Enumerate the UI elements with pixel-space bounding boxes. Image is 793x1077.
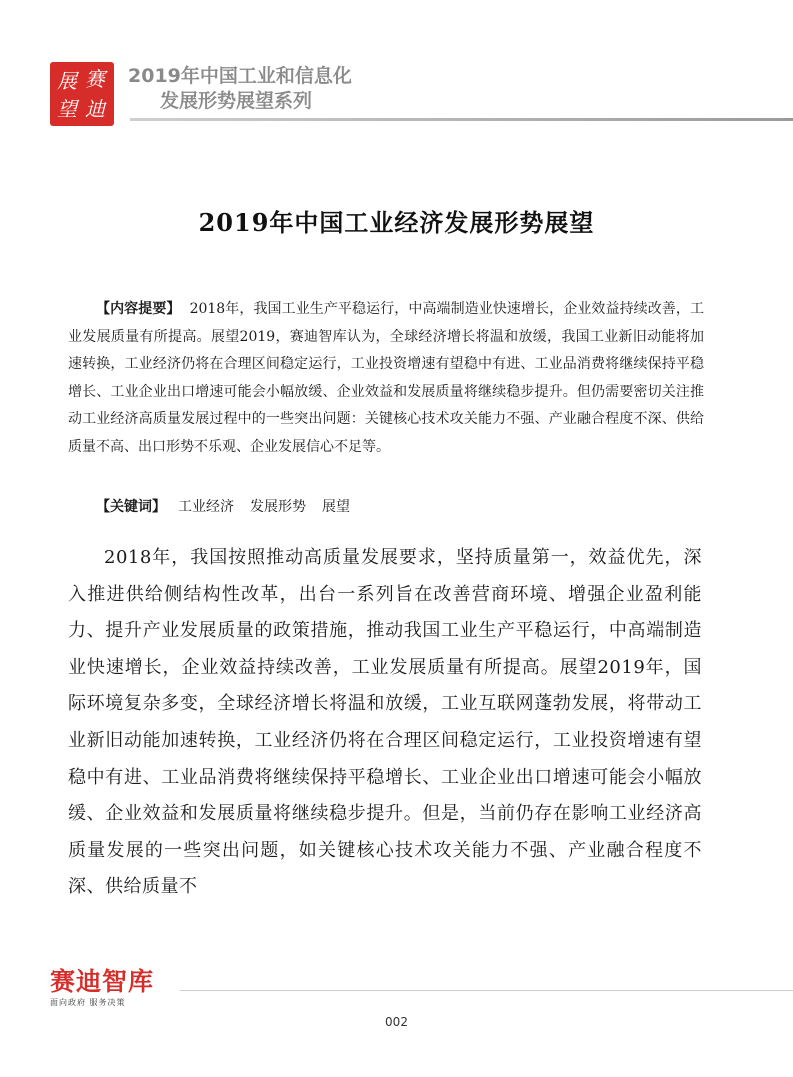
series-title-line1: 2019年中国工业和信息化: [128, 65, 352, 87]
page-number: 002: [385, 1015, 408, 1029]
brand-slogan: 面向政府 服务决策: [50, 998, 126, 1007]
footer-divider: [180, 990, 793, 991]
seal-char: 望: [57, 97, 77, 121]
keyword: 发展形势: [250, 499, 306, 515]
abstract-text: 2018年，我国工业生产平稳运行，中高端制造业快速增长，企业效益持续改善，工业发展质量有所提高。展望2019，赛迪智库认为，全球经济增长将温和放缓，我国工业新旧动能将加速转换，工业经济仍将在合理区间稳定运行，工业投资增速有望稳中有进、工业品消费将继续保持平稳增长、工业企业出口增速可能会小幅放缓、企业效益和发展质量将继续稳步提升。但仍需要密切关注推动工业经济高质量发展过程中的一些突出问题：关键核心技术攻关能力不强、产业融合程度不深、供给质量不高、出口形势不乐观、企业发展信心不足等。: [68, 301, 705, 455]
document-title: 2019年中国工业经济发展形势展望: [198, 208, 595, 237]
abstract-label: 【内容提要】: [96, 301, 181, 317]
brand-logo: [50, 966, 180, 1008]
seal-logo: [50, 62, 114, 126]
seal-char: 赛: [85, 67, 105, 91]
keywords: [68, 494, 704, 521]
abstract: [68, 296, 704, 461]
series-title-line2: 发展形势展望系列: [160, 90, 313, 112]
series-title: [128, 64, 352, 114]
seal-char: 迪: [85, 97, 105, 121]
keyword: 工业经济: [178, 499, 234, 515]
header-divider: [130, 118, 793, 121]
keyword: 展望: [322, 499, 350, 515]
keywords-label: 【关键词】: [96, 499, 166, 515]
brand-name: 赛迪智库: [50, 967, 155, 996]
body-paragraph: 2018年，我国按照推动高质量发展要求，坚持质量第一，效益优先，深入推进供给侧结构性改革，出台一系列旨在改善营商环境、增强企业盈利能力、提升产业发展质量的政策措施，推动我国工业生产平稳运行，中高端制造业快速增长，企业效益持续改善，工业发展质量有所提高。展望2019年，国际环境复杂多变，全球经济增长将温和放缓，工业互联网蓬勃发展，将带动工业新旧动能加速转换，工业经济仍将在合理区间稳定运行，工业投资增速有望稳中有进、工业品消费将继续保持平稳增长、工业企业出口增速可能会小幅放缓、企业效益和发展质量将继续稳步提升。但是，当前仍存在影响工业经济高质量发展的一些突出问题，如关键核心技术攻关能力不强、产业融合程度不深、供给质量不: [68, 547, 702, 898]
seal-char: 展: [57, 69, 77, 93]
